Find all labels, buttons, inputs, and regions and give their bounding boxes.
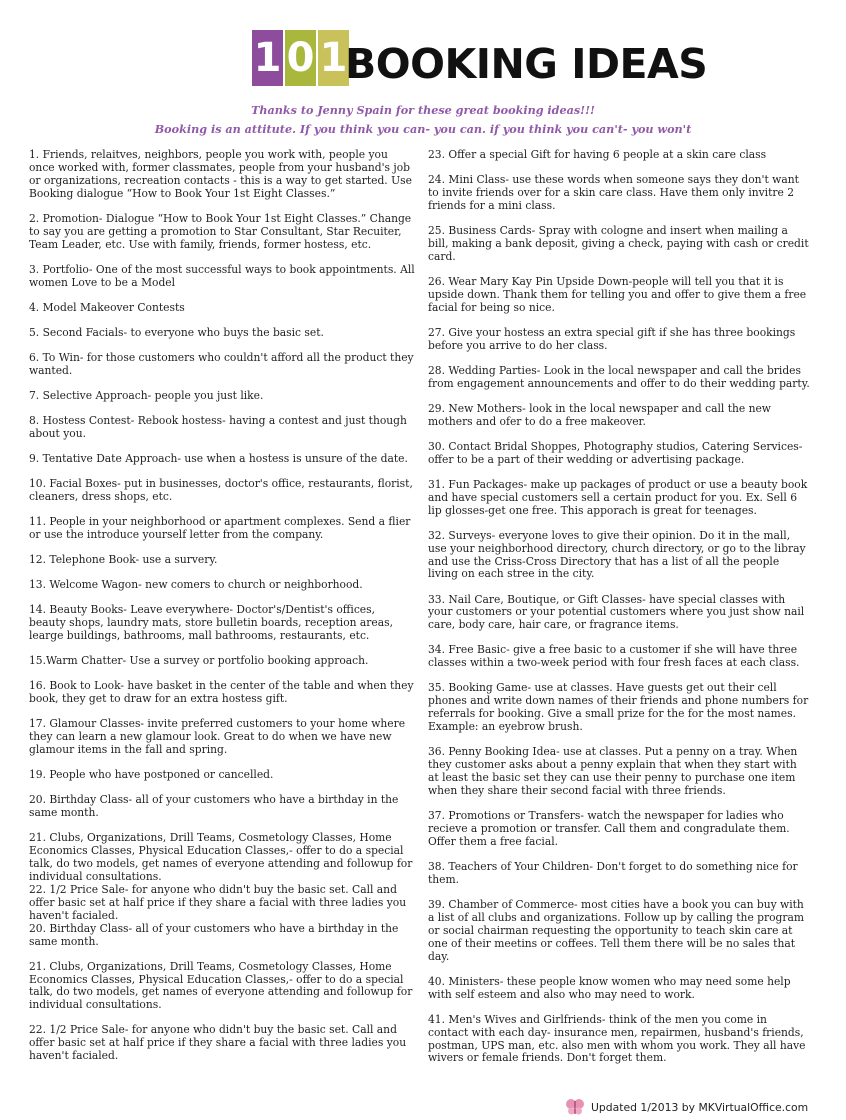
idea-item: 28. Wedding Parties- Look in the local newspaper and call the brides from engagement announcements and offer to do their wedding party. xyxy=(428,363,810,390)
idea-item: 20. Birthday Class- all of your customers who have a birthday in the same month. xyxy=(29,793,399,820)
idea-item: 3. Portfolio- One of the most successful ways to book appointments. All women Love to be a Model xyxy=(29,262,415,289)
footer xyxy=(565,1098,808,1116)
idea-item: 32. Surveys- everyone loves to give their opinion. Do it in the mall, use your neighborhood directory, church directory, or go to the libray and use the Criss-Cross Directory that has a list of all the people living on each stree in the city. xyxy=(428,528,806,581)
idea-item: 33. Nail Care, Boutique, or Gift Classes- have special classes with your customers or your potential customers where you just show nail care, body care, hair care, or fragrance items. xyxy=(428,592,805,632)
idea-item: 14. Beauty Books- Leave everywhere- Doctor's/Dentist's offices, beauty shops, laundry mats, store bulletin boards, reception areas, learge buildings, bathrooms, mall bathrooms, restaurants, etc. xyxy=(29,603,393,643)
idea-item: 10. Facial Boxes- put in businesses, doctor's office, restaurants, florist, cleaners, dress shops, etc. xyxy=(29,477,413,503)
idea-item: 37. Promotions or Transfers- watch the newspaper for ladies who recieve a promotion or transfer. Call them and congradulate them. Offer them a free facial. xyxy=(428,809,790,848)
idea-item: 1. Friends, relaitves, neighbors, people you work with, people you once worked with, former classmates, people from your husband's job or organizations, recreation contacts - this is a way to get started. Use Booking dialogue “How to Book Your 1st Eight Classes.” xyxy=(29,148,412,200)
motto-line: Booking is an attitute. If you think you can- you can. if you think you can't- you won't xyxy=(154,122,692,136)
butterfly-icon xyxy=(565,1098,585,1116)
logo-digit: 1 xyxy=(318,30,349,86)
left-column xyxy=(29,149,415,1075)
idea-item: 16. Book to Look- have basket in the center of the table and when they book, they get to draw for an extra hostess gift. xyxy=(29,679,414,706)
idea-item: 34. Free Basic- give a free basic to a customer if she will have three classes within a two-week period with four fresh faces at each class. xyxy=(428,643,800,670)
idea-item: 13. Welcome Wagon- new comers to church or neighborhood. xyxy=(29,578,363,592)
logo-digit: 0 xyxy=(285,30,316,86)
idea-item: 9. Tentative Date Approach- use when a hostess is unsure of the date. xyxy=(29,452,408,465)
idea-item: 7. Selective Approach- people you just like. xyxy=(29,388,264,402)
idea-item: 12. Telephone Book- use a survery. xyxy=(29,553,218,567)
idea-item: 8. Hostess Contest- Rebook hostess- having a contest and just though about you. xyxy=(29,414,407,440)
idea-item: 20. Birthday Class- all of your customers who have a birthday in the same month. xyxy=(29,921,399,948)
idea-item: 21. Clubs, Organizations, Drill Teams, Cosmetology Classes, Home Economics Classes, Physical Education Classes,- offer to do a special talk, do two models, get names of everyone attending and followup for individual consultations. xyxy=(29,831,413,883)
idea-item: 35. Booking Game- use at classes. Have guests get out their cell phones and write down names of their friends and phone numbers for referrals for booking. Give a small prize for the for the most names. Example: an eyebrow brush. xyxy=(428,681,809,734)
idea-item: 23. Offer a special Gift for having 6 people at a skin care class xyxy=(428,148,767,161)
idea-item: 38. Teachers of Your Children- Don't forget to do something nice for them. xyxy=(428,859,798,886)
idea-item: 5. Second Facials- to everyone who buys the basic set. xyxy=(29,325,324,339)
page-title: BOOKING IDEAS xyxy=(345,40,708,88)
idea-item: 19. People who have postponed or cancelled. xyxy=(29,768,274,782)
idea-item: 24. Mini Class- use these words when someone says they don't want to invite friends over for a skin care class. Have them only invitre 2 friends for a mini class. xyxy=(428,173,799,212)
idea-item: 17. Glamour Classes- invite preferred customers to your home where they can learn a new glamour look. Great to do when we have new glamour items in the fall and spring. xyxy=(29,717,406,757)
idea-item: 15.Warm Chatter- Use a survey or portfolio booking approach. xyxy=(29,654,369,668)
idea-item: 30. Contact Bridal Shoppes, Photography studios, Catering Services- offer to be a part of their wedding or advertising package. xyxy=(428,439,803,466)
idea-item: 21. Clubs, Organizations, Drill Teams, Cosmetology Classes, Home Economics Classes, Physical Education Classes,- offer to do a special talk, do two models, get names of everyone attending and followup for individual consultations. xyxy=(29,959,413,1012)
idea-item: 27. Give your hostess an extra special gift if she has three bookings before you arrive to do her class. xyxy=(428,325,796,352)
logo-101 xyxy=(252,30,349,86)
idea-item: 4. Model Makeover Contests xyxy=(29,300,185,314)
idea-item: 41. Men's Wives and Girlfriends- think of the men you come in contact with each day- insurance men, repairmen, husband's friends, postman, UPS man, etc. also men with whom you work. They all have wivers or female friends. Don't forget them. xyxy=(428,1012,806,1065)
idea-item: 22. 1/2 Price Sale- for anyone who didn't buy the basic set. Call and offer basic set at half price if they share a facial with three ladies you haven't facialed. xyxy=(29,1023,407,1063)
idea-item: 25. Business Cards- Spray with cologne and insert when mailing a bill, making a bank deposit, giving a check, paying with cash or credit card. xyxy=(428,224,809,263)
idea-item: 6. To Win- for those customers who couldn't afford all the product they wanted. xyxy=(29,350,414,377)
idea-item: 40. Ministers- these people know women who may need some help with self esteem and also who may need to work. xyxy=(428,974,791,1001)
idea-item: 2. Promotion- Dialogue “How to Book Your 1st Eight Classes.” Change to say you are getting a promotion to Star Consultant, Star Recuiter, Team Leader, etc. Use with family, friends, former hostess, etc. xyxy=(29,211,412,251)
header xyxy=(0,22,846,92)
idea-item: 11. People in your neighborhood or apartment complexes. Send a flier or use the introduce yourself letter from the company. xyxy=(29,515,411,541)
footer-text: Updated 1/2013 by MKVirtualOffice.com xyxy=(591,1100,809,1114)
idea-item: 36. Penny Booking Idea- use at classes. Put a penny on a tray. When they customer asks about a penny explain that when they start with at least the basic set they can use their penny to purchase one item when they share their second facial with three friends. xyxy=(428,745,798,797)
idea-item: 39. Chamber of Commerce- most cities have a book you can buy with a list of all clubs and organizations. Follow up by calling the program or social chairman requesting the opportunity to teach skin care at one of their meetins or coffees. Tell them there will be no sales that day. xyxy=(428,897,805,963)
idea-item: 22. 1/2 Price Sale- for anyone who didn't buy the basic set. Call and offer basic set at half price if they share a facial with three ladies you haven't facialed. xyxy=(29,882,407,922)
thanks-line: Thanks to Jenny Spain for these great booking ideas!!! xyxy=(251,103,595,117)
idea-item: 26. Wear Mary Kay Pin Upside Down-people will tell you that it is upside down. Thank them for telling you and offer to give them a free facial for being so nice. xyxy=(428,274,807,314)
idea-item: 31. Fun Packages- make up packages of product or use a beauty book and have special customers sell a certain product for you. Ex. Sell 6 lip glosses-get one free. This apporach is great for teenages. xyxy=(428,477,808,517)
idea-item: 29. New Mothers- look in the local newspaper and call the new mothers and ofer to do a free makeover. xyxy=(428,401,771,428)
logo-digit: 1 xyxy=(252,30,283,86)
right-column xyxy=(428,149,810,1078)
